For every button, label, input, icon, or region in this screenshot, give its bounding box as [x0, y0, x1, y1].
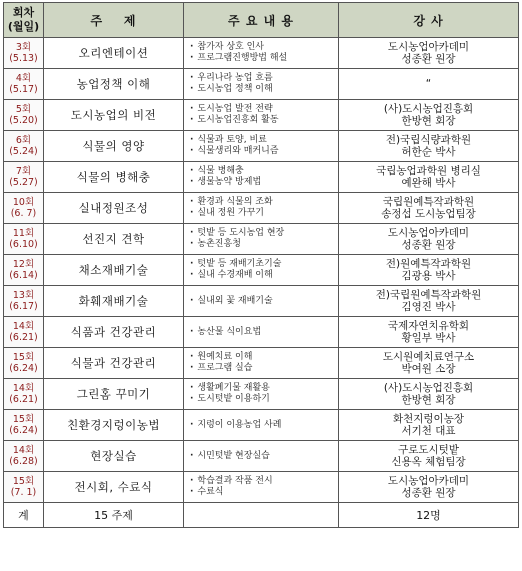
session-number: 14회 [12, 383, 35, 394]
lecturer-affiliation: 구로도시텃밭 [398, 444, 459, 456]
topic-cell: 친환경지렁이농법 [44, 410, 184, 441]
session-number: 11회 [12, 228, 35, 239]
table-row [4, 255, 519, 286]
session-cell [4, 317, 44, 348]
session-date: (5.17) [9, 84, 38, 95]
topic-cell: 오리엔테이션 [44, 38, 184, 69]
lecturer-affiliation: (사)도시농업진흥회 [383, 103, 474, 115]
session-number: 13회 [12, 290, 35, 301]
header-content: 주 요 내 용 [184, 3, 339, 38]
session-cell [4, 286, 44, 317]
session-cell [4, 472, 44, 503]
topic-cell: 화훼재배기술 [44, 286, 184, 317]
content-item: · 우리나라 농업 흐름 [190, 73, 338, 84]
content-cell [184, 193, 339, 224]
lecturer-name: 예완해 박사 [401, 177, 456, 189]
session-number: 5회 [15, 104, 32, 115]
lecturer-name: 허한순 박사 [401, 146, 456, 158]
table-row [4, 38, 519, 69]
lecturer-name: 신용옥 체험팀장 [391, 456, 466, 468]
table-row [4, 441, 519, 472]
content-item: · 지렁이 이용농업 사례 [190, 420, 338, 431]
content-item: · 식물과 토양, 비료 [190, 135, 338, 146]
total-label: 계 [4, 503, 44, 528]
session-date: (6.14) [9, 270, 38, 281]
topic-cell: 실내정원조성 [44, 193, 184, 224]
content-item: · 프로그램 실습 [190, 363, 338, 374]
header-row [4, 3, 519, 38]
session-date: (6.24) [9, 425, 38, 436]
table-row [4, 348, 519, 379]
content-cell [184, 224, 339, 255]
session-date: (5.20) [9, 115, 38, 126]
header-date-label: (월일) [7, 20, 40, 33]
session-cell [4, 224, 44, 255]
lecturer-name: 송정섭 도시농업팀장 [381, 208, 476, 220]
lecturer-cell [339, 193, 519, 224]
lecturer-cell [339, 348, 519, 379]
lecturer-name: 박여원 소장 [401, 363, 456, 375]
table-row [4, 317, 519, 348]
session-date: (5.13) [9, 53, 38, 64]
session-number: 15회 [12, 352, 35, 363]
lecturer-affiliation: 국립원예특작과학원 [382, 196, 475, 208]
content-item: · 실내 정원 가꾸기 [190, 208, 338, 219]
content-cell [184, 100, 339, 131]
table-row [4, 100, 519, 131]
content-cell [184, 38, 339, 69]
lecturer-affiliation: (사)도시농업진흥회 [383, 382, 474, 394]
lecturer-affiliation: 도시농업아카데미 [387, 41, 470, 53]
lecturer-name: 황일부 박사 [401, 332, 456, 344]
content-item: · 농촌진흥청 [190, 239, 338, 250]
lecturer-cell [339, 255, 519, 286]
header-session [4, 3, 44, 38]
content-item: · 실내 수경재배 이해 [190, 270, 338, 281]
lecturer-name: 성종환 원장 [401, 487, 456, 499]
lecturer-cell [339, 224, 519, 255]
lecturer-affiliation: 도시농업아카데미 [387, 475, 470, 487]
content-item: · 프로그램진행방법 해설 [190, 53, 338, 64]
lecturer-name: 한방현 회장 [401, 115, 456, 127]
session-number: 10회 [12, 197, 35, 208]
session-cell [4, 255, 44, 286]
content-item: · 생물농약 방제법 [190, 177, 338, 188]
lecturer-cell [339, 162, 519, 193]
table-row [4, 131, 519, 162]
content-item: · 식물 병해충 [190, 166, 338, 177]
topic-cell: 도시농업의 비전 [44, 100, 184, 131]
session-date: (6. 7) [10, 208, 37, 219]
content-cell [184, 162, 339, 193]
lecturer-cell [339, 286, 519, 317]
topic-cell: 식물의 영양 [44, 131, 184, 162]
session-cell [4, 193, 44, 224]
lecturer-cell [339, 38, 519, 69]
session-cell [4, 162, 44, 193]
lecturer-name: 서기천 대표 [401, 425, 456, 437]
topic-cell: 농업정책 이해 [44, 69, 184, 100]
session-date: (6.21) [9, 332, 38, 343]
lecturer-affiliation: 화천지렁이농장 [392, 413, 464, 425]
table-row [4, 472, 519, 503]
content-cell [184, 379, 339, 410]
content-item: · 도시텃밭 이용하기 [190, 394, 338, 405]
session-cell [4, 69, 44, 100]
table-row [4, 162, 519, 193]
content-item: · 농산물 식이요법 [190, 327, 338, 338]
content-item: · 도시농업 발전 전략 [190, 104, 338, 115]
session-cell [4, 348, 44, 379]
header-session-label: 회차 [12, 6, 35, 19]
table-row [4, 69, 519, 100]
session-number: 7회 [15, 166, 32, 177]
session-number: 15회 [12, 476, 35, 487]
lecturer-cell [339, 379, 519, 410]
session-cell [4, 100, 44, 131]
content-cell [184, 348, 339, 379]
content-cell [184, 286, 339, 317]
schedule-document [3, 2, 518, 568]
table-body [4, 38, 519, 503]
table-row [4, 410, 519, 441]
lecturer-name: 성종환 원장 [401, 239, 456, 251]
content-item: · 실내외 꽃 재배기술 [190, 296, 338, 307]
schedule-table [3, 2, 519, 528]
lecturer-cell [339, 131, 519, 162]
lecturer-affiliation: 국제자연치유학회 [387, 320, 470, 332]
topic-cell: 식품과 건강관리 [44, 317, 184, 348]
session-number: 14회 [12, 321, 35, 332]
content-item: · 시민텃밭 현장실습 [190, 451, 338, 462]
topic-cell: 그린홈 꾸미기 [44, 379, 184, 410]
lecturer-cell [339, 441, 519, 472]
session-date: (7. 1) [10, 487, 37, 498]
topic-cell: 현장실습 [44, 441, 184, 472]
total-lecturer: 12명 [339, 503, 519, 528]
content-cell [184, 131, 339, 162]
session-date: (6.28) [9, 456, 38, 467]
session-number: 6회 [15, 135, 32, 146]
lecturer-cell [339, 472, 519, 503]
content-item: · 생활폐기물 재활용 [190, 383, 338, 394]
session-number: 3회 [15, 42, 32, 53]
lecturer-affiliation: 국립농업과학원 병리실 [376, 165, 481, 177]
content-item: · 참가자 상호 인사 [190, 42, 338, 53]
total-row [4, 503, 519, 528]
lecturer-cell [339, 100, 519, 131]
lecturer-affiliation: “ [425, 78, 432, 90]
lecturer-affiliation: 전)원예특작과학원 [385, 258, 472, 270]
topic-cell: 식물의 병해충 [44, 162, 184, 193]
lecturer-affiliation: 도시원예치료연구소 [382, 351, 475, 363]
lecturer-name: 성종환 원장 [401, 53, 456, 65]
content-item: · 학습결과 작품 전시 [190, 476, 338, 487]
lecturer-cell [339, 317, 519, 348]
topic-cell: 식물과 건강관리 [44, 348, 184, 379]
content-cell [184, 317, 339, 348]
lecturer-name: 한방현 회장 [401, 394, 456, 406]
table-row [4, 224, 519, 255]
header-lecturer: 강 사 [339, 3, 519, 38]
content-cell [184, 255, 339, 286]
session-cell [4, 441, 44, 472]
total-topic: 15 주제 [44, 503, 184, 528]
session-cell [4, 131, 44, 162]
content-item: · 환경과 식물의 조화 [190, 197, 338, 208]
session-number: 14회 [12, 445, 35, 456]
content-item: · 도시농업진흥회 활동 [190, 115, 338, 126]
lecturer-affiliation: 전)국립식량과학원 [385, 134, 472, 146]
session-date: (6.17) [9, 301, 38, 312]
content-item: · 텃밭 등 재배기초기술 [190, 259, 338, 270]
session-number: 4회 [15, 73, 32, 84]
session-date: (5.27) [9, 177, 38, 188]
total-content [184, 503, 339, 528]
content-item: · 원예치료 이해 [190, 352, 338, 363]
lecturer-name: 김광용 박사 [401, 270, 456, 282]
lecturer-name: 김영진 박사 [401, 301, 456, 313]
session-number: 15회 [12, 414, 35, 425]
lecturer-affiliation: 전)국립원예특작과학원 [375, 289, 482, 301]
header-topic: 주 제 [44, 3, 184, 38]
session-cell [4, 410, 44, 441]
session-date: (6.24) [9, 363, 38, 374]
topic-cell: 채소재배기술 [44, 255, 184, 286]
content-item: · 수료식 [190, 487, 338, 498]
table-row [4, 286, 519, 317]
session-date: (6.21) [9, 394, 38, 405]
content-cell [184, 441, 339, 472]
topic-cell: 선진지 견학 [44, 224, 184, 255]
table-row [4, 379, 519, 410]
lecturer-affiliation: 도시농업아카데미 [387, 227, 470, 239]
lecturer-cell [339, 410, 519, 441]
session-cell [4, 38, 44, 69]
table-row [4, 193, 519, 224]
content-item: · 도시농업 정책 이해 [190, 84, 338, 95]
topic-cell: 전시회, 수료식 [44, 472, 184, 503]
content-cell [184, 472, 339, 503]
session-number: 12회 [12, 259, 35, 270]
session-cell [4, 379, 44, 410]
content-item: · 식물생리와 매커니즘 [190, 146, 338, 157]
content-cell [184, 69, 339, 100]
lecturer-cell [339, 69, 519, 100]
content-item: · 텃밭 등 도시농업 현장 [190, 228, 338, 239]
session-date: (6.10) [9, 239, 38, 250]
content-cell [184, 410, 339, 441]
session-date: (5.24) [9, 146, 38, 157]
